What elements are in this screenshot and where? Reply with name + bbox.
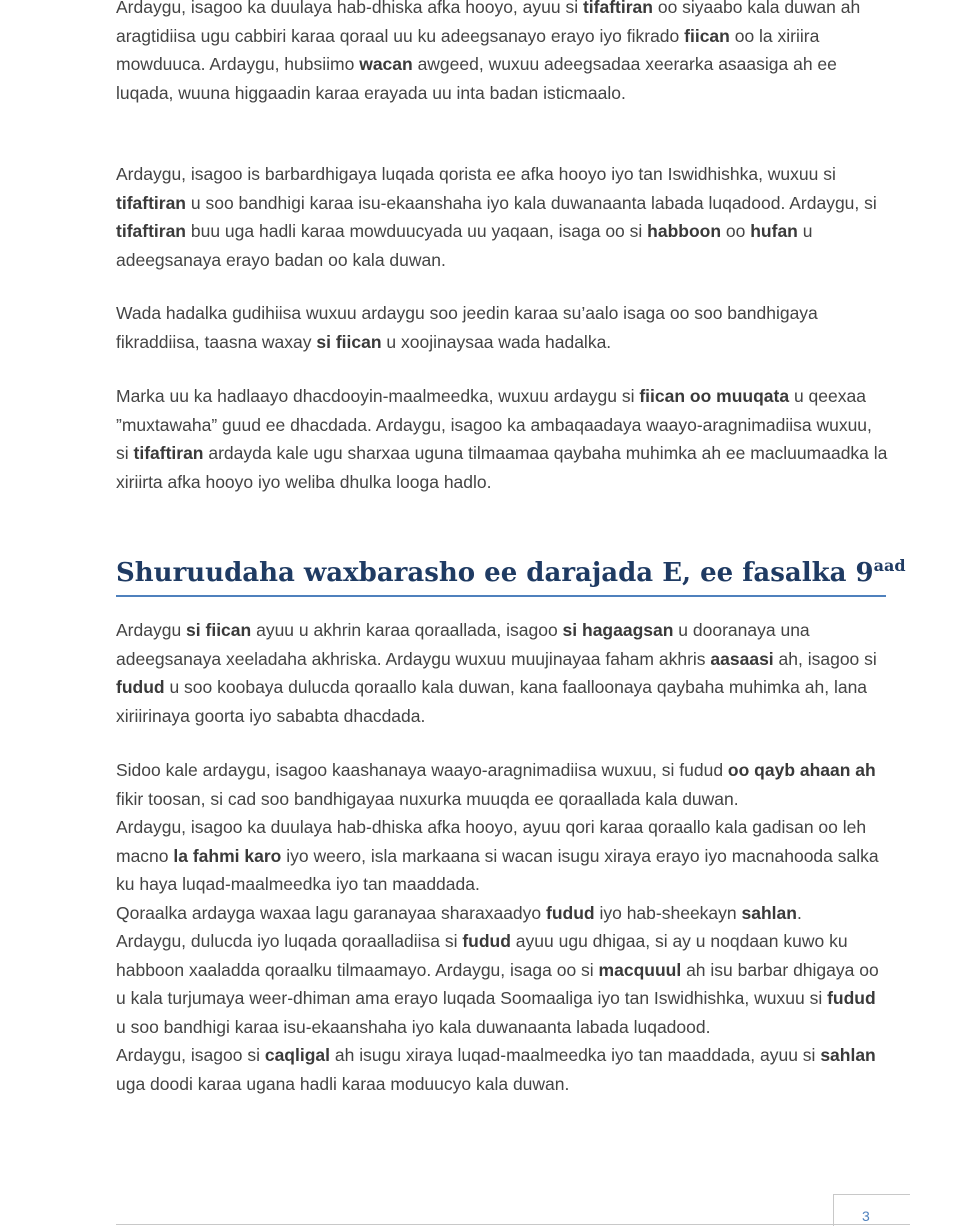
bold-text-run: tifaftiran xyxy=(116,192,186,213)
bold-text-run: tifaftiran xyxy=(582,0,653,17)
bold-text-run: fudud xyxy=(827,988,876,1008)
bold-text-run: si hagaagsan xyxy=(562,620,674,640)
text-run: ardayda kale ugu sharxaa uguna tilmaamaa qaybaha muhimka ah ee macluumaadka la xiriirta afka hooyo iyo weliba dhulka looga hadlo. xyxy=(116,443,888,492)
paragraph-block-1 xyxy=(116,0,888,107)
text-run: ah, isagoo si xyxy=(773,648,877,669)
bold-text-run: fudud xyxy=(116,677,165,697)
section-heading xyxy=(116,546,906,597)
text-run: . xyxy=(796,902,802,923)
text-run: Wada hadalka gudihiisa wuxuu ardaygu soo jeedin karaa su’aalo isaga oo soo bandhigaya fikraddiisa, taasna waxay xyxy=(116,303,818,352)
text-run: ah isugu xiraya luqad-maalmeedka iyo tan maaddada, ayuu si xyxy=(330,1045,821,1065)
paragraph-block-2 xyxy=(116,160,888,274)
bold-text-run: macquuul xyxy=(598,959,682,980)
text-run: u dooranaya una adeegsanaya xeeladaha akhriska. Ardaygu wuxuu muujinayaa faham akhris xyxy=(116,620,810,669)
text-run: Ardaygu xyxy=(116,620,187,640)
paragraph xyxy=(116,927,888,1041)
text-run: Sidoo kale ardaygu, isagoo kaashanaya waayo-aragnimadiisa wuxuu, si fudud xyxy=(116,760,728,780)
text-run: Marka uu ka hadlaayo dhacdooyin-maalmeedka, wuxuu ardaygu si xyxy=(116,386,640,406)
heading-underline xyxy=(116,595,886,597)
paragraph xyxy=(116,382,888,496)
text-run: Ardaygu, isagoo ka duulaya hab-dhiska afka hooyo, ayuu si xyxy=(116,0,583,17)
bold-text-run: tifaftiran xyxy=(116,221,186,241)
text-run: u qeexaa ”muxtawaha” guud ee dhacdada. Ardaygu, isagoo ka ambaqaadaya waayo-aragnimadiisa wuxuu, si xyxy=(116,386,872,463)
text-run: Ardaygu, isagoo ka duulaya hab-dhiska afka hooyo, ayuu qori karaa qoraallo kala gadisan oo leh macno xyxy=(116,817,867,866)
text-run: buu uga hadli karaa mowduucyada uu yaqaan, isaga oo si xyxy=(186,221,648,241)
text-run: Qoraalka ardayga waxaa lagu garanayaa sharaxaadyo xyxy=(116,902,547,923)
paragraph-block-4 xyxy=(116,382,888,496)
text-run: ayuu ugu dhigaa, si ay u noqdaan kuwo ku habboon xaaladda qoraalku tilmaamayo. Ardaygu, isaga oo si xyxy=(116,931,848,980)
text-run: iyo hab-sheekayn xyxy=(594,902,742,923)
text-run: u soo bandhigi karaa isu-ekaanshaha iyo kala duwanaanta labada luqadood. xyxy=(116,1016,711,1037)
text-run: Ardaygu, isagoo is barbardhigaya luqada qorista ee afka hooyo iyo tan Iswidhishka, wuxuu si xyxy=(116,164,836,184)
text-run: Ardaygu, dulucda iyo luqada qoraalladiisa si xyxy=(116,931,463,951)
heading-main: Shuruudaha waxbarasho ee darajada E, ee fasalka 9 xyxy=(116,558,874,588)
bold-text-run: fudud xyxy=(546,902,595,923)
bold-text-run: aasaasi xyxy=(710,648,774,669)
bold-text-run: si fiican xyxy=(186,620,252,640)
paragraph xyxy=(116,160,888,274)
text-run: oo siyaabo kala duwan ah aragtidiisa ugu cabbiri karaa qoraal uu ku adeegsanayo erayo iyo fikrado xyxy=(116,0,861,46)
page-number-box xyxy=(833,1194,910,1226)
footer-rule xyxy=(116,1224,910,1225)
bold-text-run: caqligal xyxy=(264,1045,331,1065)
paragraph xyxy=(116,813,888,899)
paragraph-block-6 xyxy=(116,756,888,1098)
text-run: Ardaygu, isagoo si xyxy=(116,1045,265,1065)
paragraph xyxy=(116,299,888,356)
text-run: ayuu u akhrin karaa qoraallada, isagoo xyxy=(251,620,563,640)
text-run: iyo weero, isla markaana si wacan isugu xiraya erayo iyo macnahooda salka ku haya luqad-maalmeedka iyo tan maaddada. xyxy=(116,845,879,894)
paragraph xyxy=(116,899,888,928)
bold-text-run: tifaftiran xyxy=(133,443,204,463)
paragraph-block-5 xyxy=(116,616,888,730)
paragraph xyxy=(116,616,888,730)
paragraph xyxy=(116,1041,888,1098)
text-run: oo la xiriira mowduuca. Ardaygu, hubsiimo xyxy=(116,25,820,74)
bold-text-run: fiican xyxy=(684,25,730,46)
text-run: ah isu barbar dhigaya oo u kala turjumaya weer-dhiman ama erayo luqada Soomaaliga iyo tan Iswidhishka, wuxuu si xyxy=(116,959,879,1008)
paragraph xyxy=(116,0,888,107)
bold-text-run: sahlan xyxy=(820,1045,876,1065)
bold-text-run: habboon xyxy=(647,221,722,241)
text-run: fikir toosan, si cad soo bandhigayaa nuxurka muuqda ee qoraallada kala duwan. xyxy=(116,788,739,809)
text-run: u xoojinaysaa wada hadalka. xyxy=(381,331,612,352)
bold-text-run: fudud xyxy=(462,931,511,951)
section-heading-text xyxy=(116,546,906,593)
text-run: u soo koobaya dulucda qoraallo kala duwan, kana faalloonaya qaybaha muhimka ah, lana xiriirinaya goorta iyo sababta dhacdada. xyxy=(116,677,868,726)
text-run: u adeegsanaya erayo badan oo kala duwan. xyxy=(116,221,813,270)
heading-superscript: aad xyxy=(873,556,906,575)
bold-text-run: si fiican xyxy=(316,331,382,352)
text-run: awgeed, wuxuu adeegsadaa xeerarka asaasiga ah ee luqada, wuuna higgaadin karaa erayada uu inta badan isticmaalo. xyxy=(116,54,837,103)
text-run: oo xyxy=(721,221,751,241)
paragraph xyxy=(116,756,888,813)
bold-text-run: sahlan xyxy=(741,902,797,923)
bold-text-run: la fahmi karo xyxy=(173,845,282,866)
text-run: uga doodi karaa ugana hadli karaa moduucyo kala duwan. xyxy=(116,1073,570,1094)
bold-text-run: wacan xyxy=(359,54,413,74)
page-number: 3 xyxy=(862,1208,870,1224)
bold-text-run: oo qayb ahaan ah xyxy=(727,760,876,780)
bold-text-run: fiican oo muuqata xyxy=(639,386,790,406)
bold-text-run: hufan xyxy=(750,221,798,241)
paragraph-block-3 xyxy=(116,299,888,356)
text-run: u soo bandhigi karaa isu-ekaanshaha iyo kala duwanaanta labada luqadood. Ardaygu, si xyxy=(186,192,877,213)
